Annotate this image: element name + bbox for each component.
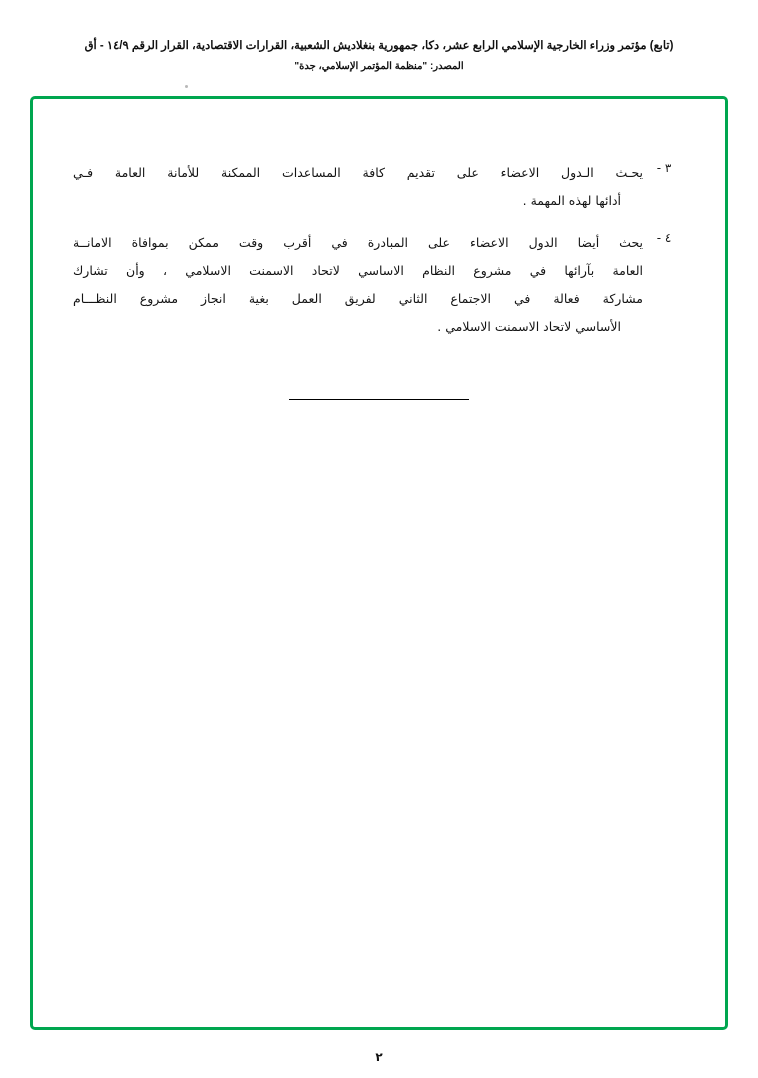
- paragraph-line: الأساسي لاتحاد الاسمنت الاسلامي .: [437, 319, 621, 334]
- divider-container: [33, 399, 725, 400]
- paragraph-number: ٤ -: [656, 231, 672, 245]
- horizontal-rule: [289, 399, 469, 400]
- green-border-frame: [30, 96, 728, 1030]
- document-header: [0, 38, 758, 75]
- header-source: المصدر: "منظمة المؤتمر الإسلامي، جدة": [294, 61, 464, 72]
- document-body: [73, 159, 685, 355]
- paragraph-line: مشاركة فعالة في الاجتماع الثاني لفريق العمل بغية انجاز مشروع النظـــام: [73, 291, 643, 306]
- paragraph-text: [73, 229, 643, 341]
- paragraph-item: [73, 159, 685, 215]
- header-title: (تابع) مؤتمر وزراء الخارجية الإسلامي الرابع عشر، دكا، جمهورية بنغلاديش الشعبية، القرارات الاقتصادية، القرار الرقم ١٤/٩ - أق: [84, 40, 674, 52]
- paragraph-line: يحث أيضا الدول الاعضاء على المبادرة في أقرب وقت ممكن بموافاة الامانــة: [73, 235, 643, 250]
- paragraph-line: يحـث الـدول الاعضاء على تقديم كافة المساعدات الممكنة للأمانة العامة فـي: [73, 165, 643, 180]
- paragraph-text: [73, 159, 643, 215]
- paragraph-line: أدائها لهذه المهمة .: [522, 193, 621, 208]
- scan-speck: [185, 85, 188, 88]
- page-number: ٢: [375, 1050, 383, 1064]
- paragraph-line: العامة بآرائها في مشروع النظام الاساسي لاتحاد الاسمنت الاسلامي ، وأن تشارك: [73, 263, 643, 278]
- paragraph-item: [73, 229, 685, 341]
- paragraph-number: ٣ -: [656, 161, 672, 175]
